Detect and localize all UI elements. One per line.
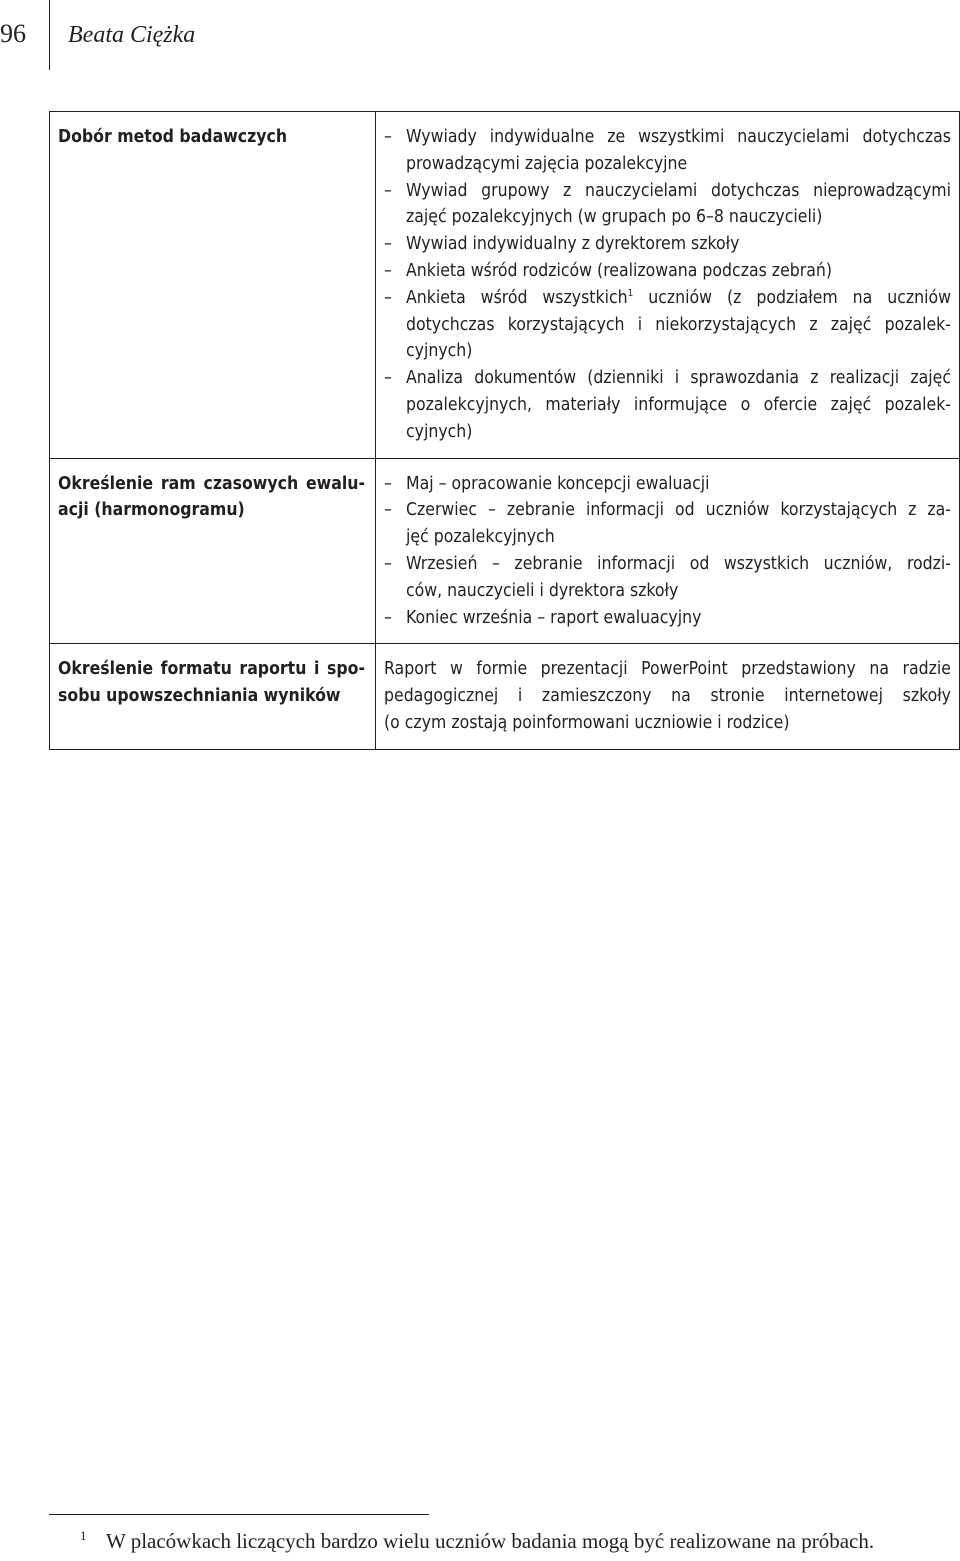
- row-label-line: Dobór metod badawczych: [58, 127, 288, 147]
- row-label-line: Określenie formatu raportu i spo-: [58, 659, 365, 680]
- row-label-line: acji (harmonogramu): [58, 500, 245, 521]
- list-item: – Wrzesień – zebranie informacji od wszystkich uczniów, rodzi- ców, nauczycieli i dyrektora szkoły: [384, 553, 951, 601]
- page-number: 96: [0, 19, 26, 48]
- list-item: – Analiza dokumentów (dzienniki i sprawozdania z realizacji zajęć pozalekcyjnych, materiały informujące o ofercie zajęć pozalek- cyjnych): [384, 368, 951, 442]
- running-header: [0, 0, 960, 70]
- list-item: – Koniec września – raport ewaluacyjny: [384, 607, 702, 628]
- row-content: [376, 112, 960, 459]
- row-content: [376, 458, 960, 644]
- row-content: [376, 644, 960, 749]
- list-item: – Czerwiec – zebranie informacji od uczniów korzystających z za- jęć pozalekcyjnych: [384, 500, 951, 548]
- footnote-reference: 1: [627, 287, 634, 299]
- list-item: – Wywiad grupowy z nauczycielami dotychczas nieprowadzącymi zajęć pozalekcyjnych (w grupach po 6–8 nauczycieli): [384, 180, 951, 228]
- list-item: – Wywiad indywidualny z dyrektorem szkoły: [384, 234, 740, 255]
- table-row-timeframe: [50, 458, 960, 644]
- footnote-divider: [49, 1514, 429, 1515]
- list-item: – Ankieta wśród wszystkich$^1$ uczniów (z podziałem na uczniów dotychczas korzystających i niekorzystających z zajęć pozalek- cyjnych): [384, 287, 951, 362]
- methods-list: [384, 124, 951, 446]
- table-row-report-format: [50, 644, 960, 749]
- row-label: [50, 458, 376, 644]
- row-label-line: Określenie ram czasowych ewalu-: [58, 473, 365, 494]
- footnote: 1 W placówkach liczących bardzo wielu uczniów badania mogą być realizowane na próbach.: [80, 1528, 875, 1553]
- list-item: – Wywiady indywidualne ze wszystkimi nauczycielami dotychczas prowadzącymi zajęcia pozalekcyjne: [384, 127, 951, 174]
- row-label-line: sobu upowszechniania wyników: [58, 686, 341, 707]
- evaluation-plan-table: [49, 111, 960, 750]
- row-label: [50, 644, 376, 749]
- footnote-text: W placówkach liczących bardzo wielu uczniów badania mogą być realizowane na próbach.: [106, 1529, 875, 1553]
- header-divider: [49, 0, 50, 70]
- report-description: Raport w formie prezentacji PowerPoint przedstawiony na radzie pedagogicznej i zamieszczony na stronie internetowej szkoły (o czym zostają poinformowani uczniowie i rodzice): [384, 659, 951, 733]
- list-item: – Maj – opracowanie koncepcji ewaluacji: [384, 473, 710, 494]
- running-author: Beata Ciężka: [68, 22, 196, 48]
- list-item: – Ankieta wśród rodziców (realizowana podczas zebrań): [384, 260, 832, 281]
- schedule-list: [384, 471, 951, 632]
- row-label: [50, 112, 376, 459]
- table-row-research-methods: [50, 112, 960, 459]
